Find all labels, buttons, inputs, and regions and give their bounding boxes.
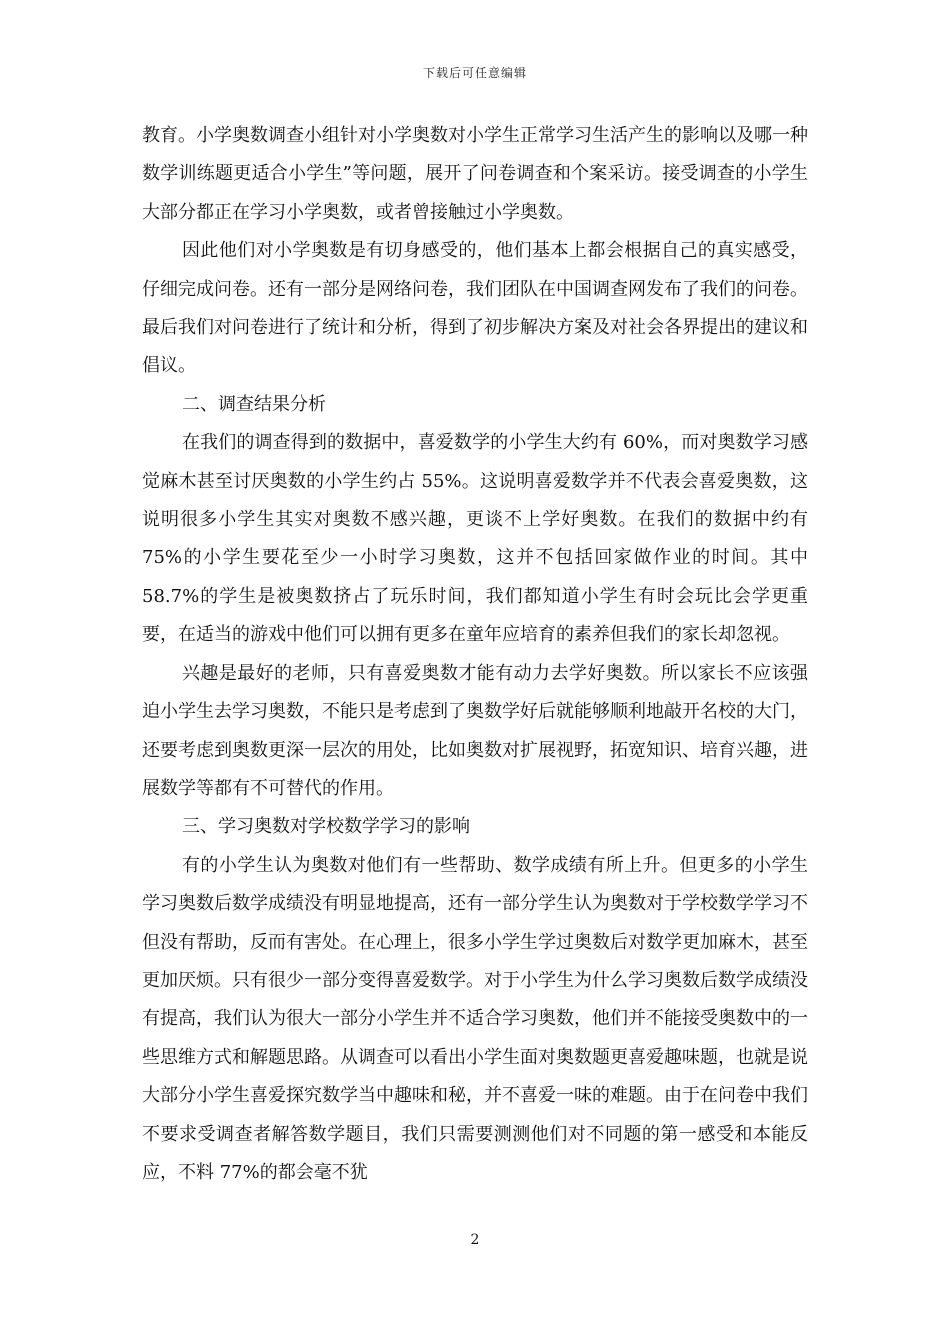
paragraph-3: 在我们的调查得到的数据中，喜爱数学的小学生大约有 60%，而对奥数学习感觉麻木甚至讨厌奥数的小学生约占 55%。这说明喜爱数学并不代表会喜爱奥数，这说明很多小学生其实对奥数不感兴趣，更谈不上学好奥数。在我们的数据中约有 75%的小学生要花至少一小时学习奥数，这并不包括回家做作业的时间。其中 58.7%的学生是被奥数挤占了玩乐时间，我们都知道小学生有时会玩比会学更重要，在适当的游戏中他们可以拥有更多在童年应培育的素养但我们的家长却忽视。 xyxy=(142,432,808,646)
section-heading-2: 二、调查结果分析 xyxy=(182,393,326,415)
page-header: 下载后可任意编辑 xyxy=(422,66,527,80)
paragraph-1: 教育。小学奥数调查小组针对小学奥数对小学生正常学习生活产生的影响以及哪一种数学训练题更适合小学生”等问题，展开了问卷调查和个案采访。接受调查的小学生大部分都正在学习小学奥数，或者曾接触过小学奥数。 xyxy=(142,125,808,223)
section-heading-3: 三、学习奥数对学校数学学习的影响 xyxy=(182,816,470,838)
document-body xyxy=(142,117,808,1192)
page-number: 2 xyxy=(470,1232,480,1248)
paragraph-4: 兴趣是最好的老师，只有喜爱奥数才能有动力去学好奥数。所以家长不应该强迫小学生去学习奥数，不能只是考虑到了奥数学好后就能够顺利地敲开名校的大门，还要考虑到奥数更深一层次的用处，比如奥数对扩展视野，拓宽知识、培育兴趣，进展数学等都有不可替代的作用。 xyxy=(142,662,808,799)
paragraph-5: 有的小学生认为奥数对他们有一些帮助、数学成绩有所上升。但更多的小学生学习奥数后数学成绩没有明显地提高，还有一部分学生认为奥数对于学校数学学习不但没有帮助，反而有害处。在心理上，很多小学生学过奥数后对数学更加麻木，甚至更加厌烦。只有很少一部分变得喜爱数学。对于小学生为什么学习奥数后数学成绩没有提高，我们认为很大一部分小学生并不适合学习奥数，他们并不能接受奥数中的一些思维方式和解题思路。从调查可以看出小学生面对奥数题更喜爱趣味题，也就是说大部分小学生喜爱探究数学当中趣味和秘，并不喜爱一味的难题。由于在问卷中我们不要求受调查者解答数学题目，我们只需要测测他们对不同题的第一感受和本能反应，不料 77%的都会毫不犹 xyxy=(142,854,808,1183)
paragraph-2: 因此他们对小学奥数是有切身感受的，他们基本上都会根据自己的真实感受，仔细完成问卷。还有一部分是网络问卷，我们团队在中国调查网发布了我们的问卷。最后我们对问卷进行了统计和分析，得到了初步解决方案及对社会各界提出的建议和倡议。 xyxy=(142,240,808,377)
